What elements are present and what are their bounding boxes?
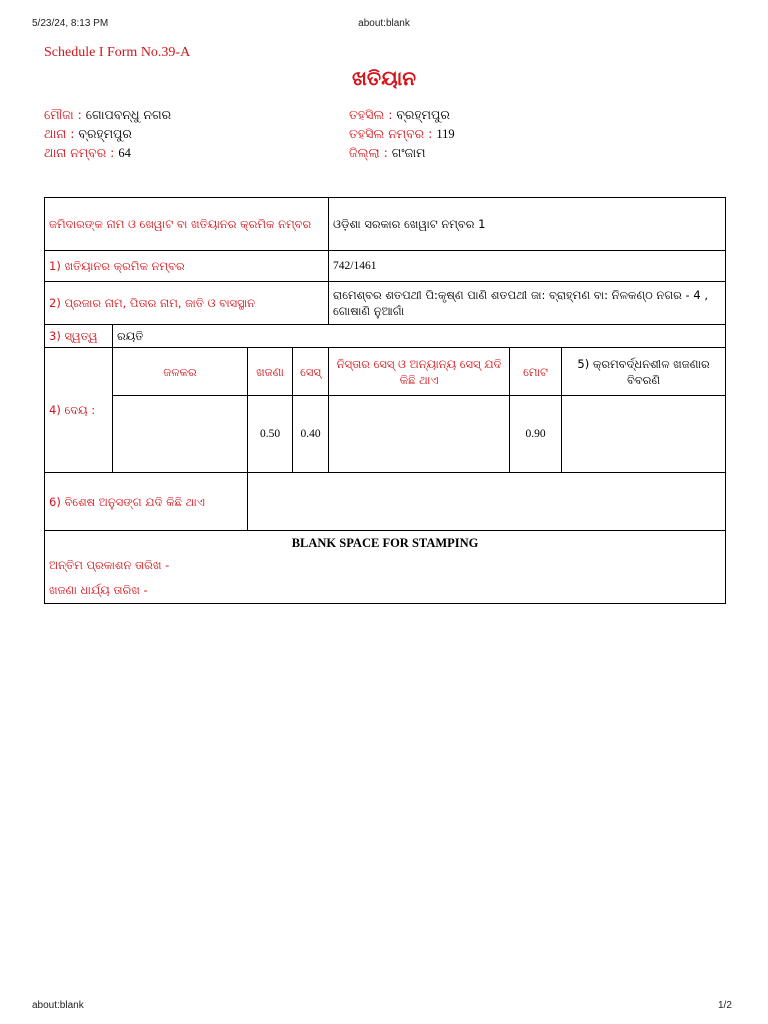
special-remarks-label: 6) ବିଶେଷ ଅନୁସଙ୍ଗ ଯଦି କିଛି ଥାଏ [45, 473, 248, 531]
tenant-details-label: 2) ପ୍ରଜାର ନାମ, ପିତାର ନାମ, ଜାତି ଓ ବାସସ୍ଥାନ [45, 282, 329, 325]
district-line [349, 145, 425, 161]
stamping-area [45, 531, 726, 604]
print-footer-url: about:blank [32, 1000, 84, 1011]
right-label: 3) ସ୍ୱତ୍ୱ [45, 325, 113, 348]
khatiyan-table [44, 197, 726, 604]
thana-line [44, 126, 132, 142]
khatiyan-serial-value: 742/1461 [329, 251, 726, 282]
dues-label: 4) ଦେୟ : [45, 348, 113, 473]
ses-value: 0.40 [293, 396, 329, 473]
right-value: ରୟତି [113, 325, 726, 348]
table-row [45, 251, 726, 282]
tahasil-number-line [349, 126, 455, 142]
final-publication-date-label: ଅନ୍ତିମ ପ୍ରକାଶନ ତାରିଖ - [49, 558, 170, 572]
khajana-value: 0.50 [248, 396, 293, 473]
col-khajana: ଖଜଣା [248, 348, 293, 396]
col-jalakar: ଜଳକର [113, 348, 248, 396]
thana-number-line [44, 145, 131, 161]
zamindar-label: ଜମିଦାରଙ୍କ ନାମ ଓ ଖେୱାଟ ବା ଖତିୟାନର କ୍ରମିକ ନମ୍ବର [45, 198, 329, 251]
thana-number-value: 64 [118, 146, 131, 160]
thana-number-label: ଥାନା ନମ୍ବର : [44, 145, 119, 160]
table-row [45, 473, 726, 531]
table-row [45, 325, 726, 348]
tahasil-label: ତହସିଲ : [349, 107, 397, 122]
khatiyan-serial-label: 1) ଖତିୟାନର କ୍ରମିକ ନମ୍ବର [45, 251, 329, 282]
tahasil-line [349, 107, 450, 123]
district-label: ଜିଲ୍ଲା : [349, 145, 392, 160]
special-remarks-value [248, 473, 726, 531]
table-row [45, 198, 726, 251]
print-page-title: about:blank [358, 18, 410, 29]
jalakar-value [113, 396, 248, 473]
stamping-title: BLANK SPACE FOR STAMPING [291, 536, 479, 550]
col-ses: ସେସ୍ [293, 348, 329, 396]
table-row [45, 531, 726, 604]
mouza-label: ମୌଜା : [44, 107, 86, 122]
tahasil-number-value: 119 [436, 127, 455, 141]
print-datetime: 5/23/24, 8:13 PM [32, 18, 109, 29]
rent-fixation-date-label: ଖଜଣା ଧାର୍ଯ୍ୟ ତାରିଖ - [49, 583, 148, 597]
col-nistar-ses: ନିସ୍ତାର ସେସ୍ ଓ ଅନ୍ୟାନ୍ୟ ସେସ୍ ଯଦି କିଛି ଥାଏ [329, 348, 510, 396]
table-row [45, 396, 726, 473]
thana-label: ଥାନା : [44, 126, 79, 141]
total-value: 0.90 [510, 396, 562, 473]
table-row [45, 348, 726, 396]
schedule-form-number: Schedule I Form No.39-A [44, 45, 191, 60]
tenant-details-value: ରାମେଶ୍ବର ଶତପଥୀ ପି:କୃଷ୍ଣ ପାଣି ଶତପଥୀ ଜା: ବ୍ରାହ୍ମଣ ବା: ନିଳକଣ୍ଠ ନଗର - 4 , ଗୋଷାଣି ନୁଆଗାଁ [329, 282, 726, 325]
mouza-line [44, 107, 171, 123]
nistar-ses-value [329, 396, 510, 473]
thana-value: ବ୍ରହ୍ମପୁର [78, 126, 132, 141]
page-title: ଖତିୟାନ [351, 66, 417, 90]
district-value: ଗଂଜାମ [391, 145, 426, 160]
tahasil-number-label: ତହସିଲ ନମ୍ବର : [349, 126, 437, 141]
table-row [45, 282, 726, 325]
tahasil-value: ବ୍ରହ୍ମପୁର [396, 107, 450, 122]
col-progressive-rent: 5) କ୍ରମବର୍ଦ୍ଧନଶୀଳ ଖଜଣାର ବିବରଣି [562, 348, 726, 396]
mouza-value: ଗୋପବନ୍ଧୁ ନଗର [85, 107, 172, 122]
zamindar-value: ଓଡ଼ିଶା ସରକାର ଖେୱାଟ ନମ୍ବର 1 [329, 198, 726, 251]
progressive-rent-value [562, 396, 726, 473]
print-page-number: 1/2 [718, 1000, 732, 1011]
col-total: ମୋଟ [510, 348, 562, 396]
